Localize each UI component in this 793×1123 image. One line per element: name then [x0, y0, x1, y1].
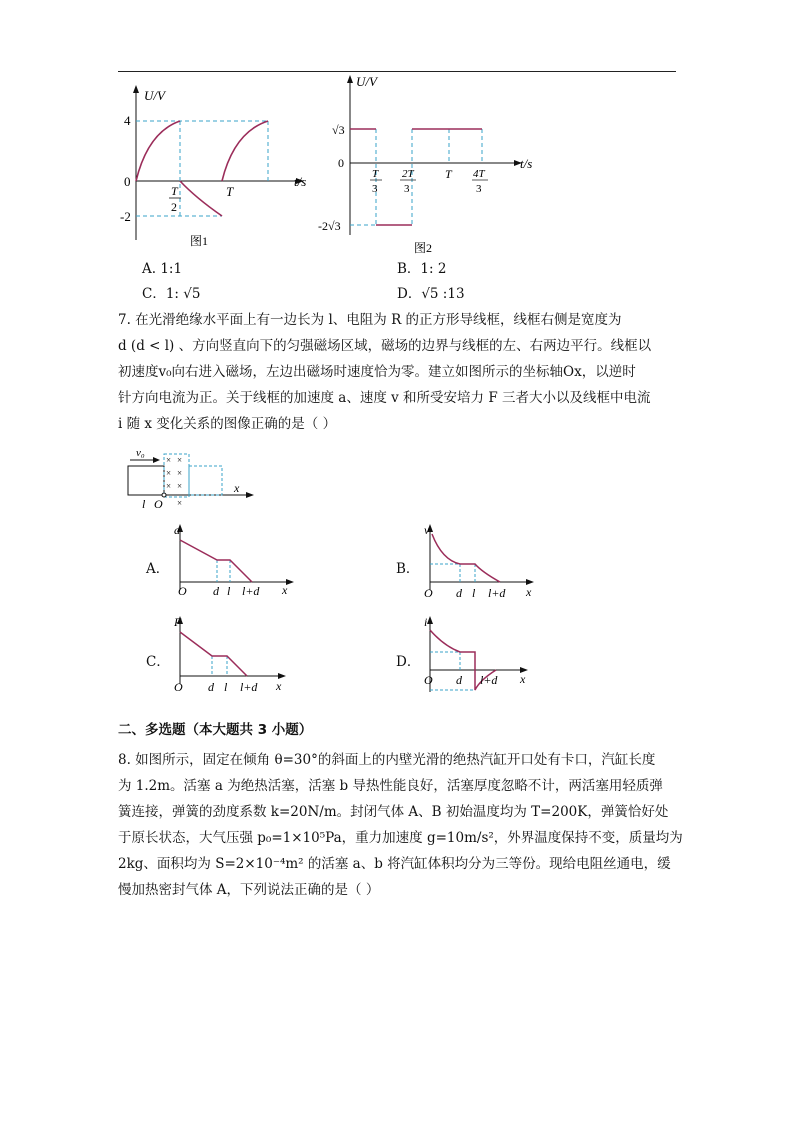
section-heading-multiple-choice: 二、多选题（本大题共 3 小题） — [118, 722, 313, 738]
q7-option-d-label: D． — [396, 654, 421, 670]
q6-option-c: C．1: √5 — [142, 286, 201, 302]
svg-text:l: l — [472, 586, 476, 600]
svg-text:l: l — [142, 497, 146, 511]
svg-text:3: 3 — [404, 183, 410, 195]
svg-text:l+d: l+d — [242, 584, 260, 598]
square-frame — [128, 466, 164, 495]
fig1-ytick-0: 0 — [124, 174, 131, 189]
q7-option-a-label: A． — [146, 561, 170, 577]
q7-graph-a — [172, 520, 302, 602]
fig2-ytick-zero: 0 — [338, 156, 344, 170]
svg-text:x: x — [520, 672, 526, 686]
svg-text:×: × — [177, 468, 183, 478]
q7-graph-b — [422, 520, 552, 602]
svg-text:×: × — [177, 481, 183, 491]
fig1-y-arrow — [133, 85, 139, 93]
figure-2 — [318, 70, 548, 260]
svg-text:l+d: l+d — [488, 586, 506, 600]
svg-text:l: l — [224, 680, 228, 694]
fig1-ytick-neg2: -2 — [120, 209, 131, 224]
q6-option-b: B．1: 2 — [397, 261, 447, 277]
svg-text:l+d: l+d — [480, 673, 498, 687]
svg-text:x: x — [234, 481, 240, 495]
svg-text:F: F — [174, 615, 182, 629]
svg-text:v₀: v₀ — [136, 447, 145, 459]
svg-text:×: × — [177, 498, 183, 508]
fig1-caption: 图1 — [190, 234, 209, 248]
svg-text:T: T — [445, 167, 452, 181]
svg-text:a: a — [174, 523, 180, 537]
figure-1 — [118, 80, 328, 255]
q7-option-b-label: B． — [396, 561, 420, 577]
fig2-ytick-top: √3 — [332, 123, 345, 137]
q7-graph-c — [172, 612, 302, 696]
svg-text:x: x — [276, 679, 282, 693]
svg-text:×: × — [166, 481, 172, 491]
q7-graph-d — [422, 612, 552, 696]
svg-text:×: × — [166, 468, 172, 478]
q6-option-d: D．√5 :13 — [397, 286, 465, 302]
svg-text:v: v — [424, 523, 430, 537]
svg-text:l: l — [227, 584, 231, 598]
svg-text:3: 3 — [372, 183, 378, 195]
svg-text:x: x — [282, 583, 288, 597]
svg-text:O: O — [424, 673, 433, 687]
q8-text: 8. 如图所示，固定在倾角 θ=30°的斜面上的内壁光滑的绝热汽缸开口处有卡口，汽缸长度 为 1.2m。活塞 a 为绝热活塞，活塞 b 导热性能良好，活塞厚度忽略不计，两活塞用轻质弹 簧连接，弹簧的劲度系数 k=20N/m。封闭气体 A、B 初始温度均为 T=200K，弹簧恰好处 于原长状态，大气压强 p₀=1×10⁵Pa，重力加速度 g=10m/s²，外界温度保持不变，质量均为 2kg、面积均为 S=2×10⁻⁴m² 的活塞 a、b 将汽缸体积均分为三等份。现给电阻丝通电，缓 慢加热密封气体 A，下列说法正确的是（ ） — [118, 752, 683, 898]
fig2-ylabel: U/V — [356, 74, 377, 89]
svg-text:2T: 2T — [402, 168, 414, 180]
fig2-signal — [350, 129, 482, 225]
svg-text:d: d — [208, 680, 214, 694]
fig2-ytick-bottom: -2√3 — [318, 219, 341, 233]
q6-option-a: A. 1:1 — [142, 261, 183, 277]
svg-text:O: O — [178, 584, 187, 598]
svg-text:O: O — [174, 680, 183, 694]
svg-text:×: × — [166, 455, 172, 465]
fig2-xlabel: t/s — [520, 156, 533, 171]
fig1-xtick-T: T — [226, 184, 234, 199]
svg-text:d: d — [456, 586, 462, 600]
svg-text:×: × — [177, 455, 183, 465]
fig1-ylabel: U/V — [144, 88, 165, 103]
svg-text:d: d — [213, 584, 219, 598]
svg-text:T: T — [372, 168, 379, 180]
fig1-curve — [136, 121, 268, 216]
svg-text:3: 3 — [476, 183, 482, 195]
fig1-xtick-T-num: T — [171, 184, 178, 198]
svg-text:O: O — [154, 497, 163, 511]
field-crosses — [166, 455, 182, 508]
svg-text:x: x — [526, 585, 532, 599]
q7-option-c-label: C． — [146, 654, 170, 670]
svg-text:4T: 4T — [473, 168, 485, 180]
fig1-xtick-T-den: 2 — [171, 200, 177, 214]
q7-setup-diagram — [118, 442, 258, 512]
fig2-guides — [350, 129, 482, 225]
svg-text:O: O — [424, 586, 433, 600]
svg-text:i: i — [424, 615, 428, 629]
q7-text: 7. 在光滑绝缘水平面上有一边长为 l、电阻为 R 的正方形导线框，线框右侧是宽度为 d (d < l) 、方向竖直向下的匀强磁场区域，磁场的边界与线框的左、右两边平行。线框以 初速度v₀向右进入磁场，左边出磁场时速度恰为零。建立如图所示的坐标轴Ox，以逆时 针方向电流为正。关于线框的加速度 a、速度 v 和所受安培力 F 三者大小以及线框中电流 i 随 x 变化关系的图像正确的是（ ） — [118, 312, 652, 432]
svg-text:d: d — [456, 673, 462, 687]
fig1-ytick-4: 4 — [124, 113, 131, 128]
fig1-xlabel: t/s — [294, 174, 307, 189]
fig2-caption: 图2 — [414, 241, 433, 255]
svg-text:l+d: l+d — [240, 680, 258, 694]
